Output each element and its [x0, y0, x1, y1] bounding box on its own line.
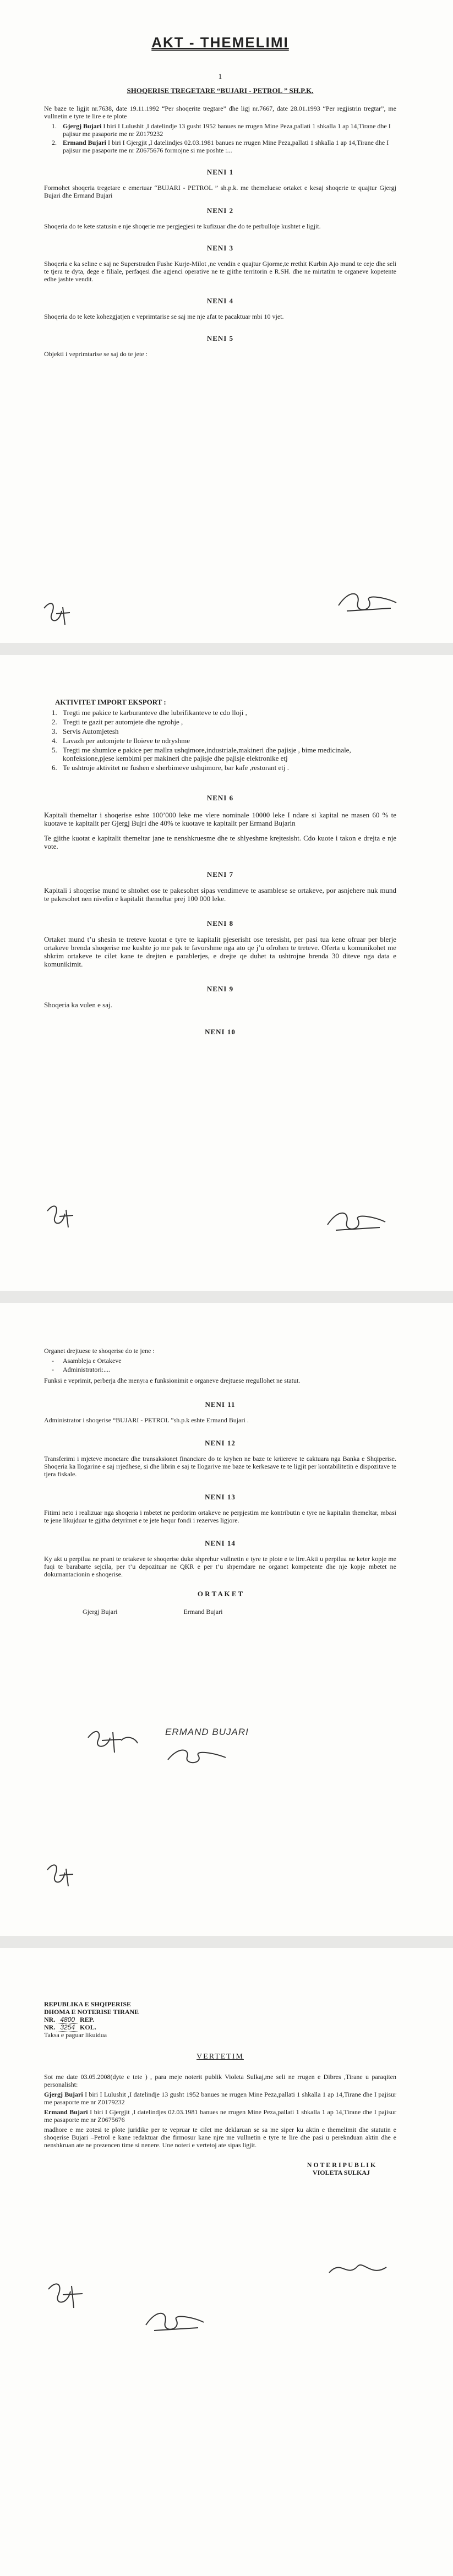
handwritten-ermand-name: ERMAND BUJARI — [165, 1727, 249, 1737]
notary-block — [286, 2161, 396, 2176]
partners-title: O R T A K E T — [197, 1590, 243, 1598]
reg-kol: NR. 3254 KOL. — [44, 2023, 96, 2031]
article-14-text: Ky akt u perpilua ne prani te ortakeve te shoqerise duke shprehur vullnetin e tyre te plote e te lire.Akti u perpilua ne keter kopje me fuqi te barabarte sejcila, per t’u depozituar ne QKR e per t’u shperndare ne organet kompetente dhe nje kopje mbetet ne dokumantacionin e shoqerise. — [44, 1555, 396, 1578]
article-5-heading: NENI 5 — [206, 334, 234, 342]
reg-rep: NR. 4800 REP. — [44, 2016, 94, 2023]
page-4 — [0, 1948, 453, 2576]
founder-1-text: I biri I Lulushit ,I datelindje 13 gusht 1952 banues ne rrugen Mine Peza,pallati 1 shkalla 1 ap 14,Tirane dhe I pajisur me pasaporte me nr Z0179232 — [63, 122, 391, 138]
founder-1-number: 1. — [52, 122, 57, 130]
activity-item: 5. Tregti me shumice e pakice per mallra ushqimore,industriale,makineri dhe pajisje , bime medicinale, konfeksione,pjese kembimi per makineri dhe pajisje dhe pajisje elektronike etj — [52, 746, 351, 762]
organ-item: - Asambleja e Ortakeve — [52, 1357, 122, 1365]
page-gap — [0, 1291, 453, 1303]
article-12-heading: NENI 12 — [205, 1439, 236, 1447]
fee-paid: Taksa e paguar likuidua — [44, 2031, 107, 2039]
article-6-text-2: Te gjithe kuotat e kapitalit themeltar jane te nenshkruesme dhe te shlyeshme krejtesisht. Cdo kuote i takon e drejta e nje vote. — [44, 834, 396, 850]
article-4-text: Shoqeria do te kete kohezgjatjen e veprimtarise se saj me nje afat te pacaktuar mbi 10 vjet. — [44, 313, 284, 320]
page-2 — [0, 655, 453, 1291]
activity-item: 2. Tregti te gazit per automjete dhe ngrohje , — [52, 718, 183, 726]
page-number: 1 — [218, 72, 222, 80]
article-2-heading: NENI 2 — [206, 206, 234, 215]
organs-after: Funksi e veprimit, perberja dhe menyra e funksionimit e organeve drejtuese rregullohet ne statut. — [44, 1377, 301, 1384]
article-5-text: Objekti i veprimtarise se saj do te jete : — [44, 350, 148, 358]
article-3-heading: NENI 3 — [206, 244, 234, 252]
company-heading: SHOQERISE TREGETARE “BUJARI - PETROL ” SH.P.K. — [127, 86, 314, 95]
article-11-heading: NENI 11 — [205, 1400, 236, 1409]
article-7-heading: NENI 7 — [206, 870, 234, 878]
vertetim-title: VERTETIM — [197, 2053, 244, 2061]
founder-2-number: 2. — [52, 139, 57, 146]
notary-name: VIOLETA SULKAJ — [312, 2169, 370, 2176]
page-3 — [0, 1303, 453, 1936]
signature-gjergj-partners — [83, 1724, 143, 1757]
article-6-text: Kapitali themeltar i shoqerise eshte 100’000 leke me vlere nominale 10000 leke I ndare si kapital ne masen 60 % te kuotave te kapitalit per Gjergj Bujri dhe 40% te kuotave te kapitalit per Ermand Bujarin — [44, 811, 396, 827]
article-13-text: Fitimi neto i realizuar nga shoqeria i mbetet ne perdorim ortakeve ne perpjestim me kontributin e tyre ne kapitalin themeltar, mbasi te jene likujduar te gjitha detyrimet e te jete hequr fondi i rezerves ligjore. — [44, 1509, 396, 1524]
article-7-text: Kapitali i shoqerise mund te shtohet ose te pakesohet sipas vendimeve te asamblese se ortakeve, por asnjehere nuk mund te pakesohet nen nivelin e kapitalit themeltar prej 100 000 leke. — [44, 886, 396, 903]
republic-heading: REPUBLIKA E SHQIPERISE — [44, 2000, 132, 2008]
article-10-heading: NENI 10 — [205, 1028, 236, 1036]
activity-item: 1. Tregti me pakice te karburanteve dhe lubrifikanteve te cdo lloji , — [52, 708, 247, 717]
founder-1 — [52, 122, 396, 138]
article-9-text: Shoqeria ka vulen e saj. — [44, 1001, 112, 1009]
certification-body-2: madhore e me zotesi te plote juridike per te vepruar te cilet me deklaruan se sa me siper ku aktin e themelimit dhe statutin e shoqerise Bujari –Petrol e kane redaktuar dhe firmosur kane njre me vullnetin e tyre te lire dhe pasi u pereknduan aktin dhe e nenshkruan ate ne prezencen time si nenere. Une noteri e vertetoj ate sipas ligjit. — [44, 2126, 396, 2149]
activity-item: 4. Lavazh per automjete te lloieve te ndryshme — [52, 736, 190, 745]
signature-gjergj-page4 — [44, 2278, 94, 2311]
certification-person-2: Ermand Bujari I biri I Gjergjit ,I datelindjes 02.03.1981 banues ne rrugen Mine Peza,pallati 1 shkalla 1 ap 14,Tirane dhe I pajisur me pasaporte me nr Z0675676 — [44, 2108, 396, 2124]
signature-ermand-page4 — [143, 2306, 209, 2339]
article-4-heading: NENI 4 — [206, 297, 234, 305]
partner-name: Gjergj Bujari — [83, 1608, 118, 1616]
founder-2-text: I biri I Gjergjit ,I datelindjes 02.03.1981 banues ne rrugen Mine Peza,pallati 1 shkalla 1 ap 14,Tirane dhe I pajisur me pasaporte me nr Z0675676 formojne si me poshte :... — [63, 139, 389, 154]
signature-ermand-partners — [165, 1743, 231, 1771]
article-8-heading: NENI 8 — [206, 919, 234, 927]
certification-person-1: Gjergj Bujari I biri I Lulushit ,I datelindje 13 gusht 1952 banues ne rrugen Mine Peza,pallati 1 shkalla 1 ap 14,Tirane dhe I pajisur me pasaporte me nr Z0179232 — [44, 2091, 396, 2106]
signature-gjergj-page2 — [43, 1200, 81, 1233]
founder-2 — [52, 139, 396, 154]
page-gap — [0, 643, 453, 655]
signature-ermand-page2 — [325, 1205, 391, 1238]
article-9-heading: NENI 9 — [206, 985, 234, 993]
notary-office: DHOMA E NOTERISE TIRANE — [44, 2008, 139, 2016]
signature-ermand-page1 — [336, 586, 402, 619]
article-1-heading: NENI 1 — [206, 168, 234, 176]
activity-item: 6. Te ushtroje aktivitet ne fushen e sherbimeve ushqimore, bar kafe ,restorant etj . — [52, 763, 289, 772]
article-1-text: Formohet shoqeria tregetare e emertuar “BUJARI - PETROL ” sh.p.k. me themeluese ortaket e kesaj shoqerie te quajtur Gjergj Bujari dhe Ermand Bujari — [44, 184, 396, 199]
article-6-heading: NENI 6 — [206, 794, 234, 802]
partner-name: Ermand Bujari — [183, 1608, 223, 1616]
signature-gjergj-page1 — [40, 597, 78, 630]
certification-body-1: Sot me date 03.05.2008(dyte e tete ) , para meje noterit publik Violeta Sulkaj,me seli ne rrugen e Dibres ,Tirane u paraqiten personalisht: — [44, 2073, 396, 2088]
article-11-text: Administrator i shoqerise “BUJARI - PETROL ”sh.p.k eshte Ermand Bujari . — [44, 1416, 249, 1424]
activities-title: AKTIVITET IMPORT EKSPORT : — [55, 698, 166, 706]
page-gap — [0, 1936, 453, 1948]
article-13-heading: NENI 13 — [205, 1493, 236, 1501]
organ-item: - Administratori:.... — [52, 1366, 110, 1373]
founder-2-name: Ermand Bujari — [63, 139, 107, 146]
intro-paragraph: Ne baze te ligjit nr.7638, date 19.11.1992 “Per shoqerite tregtare” dhe ligj nr.7667, date 28.01.1993 “Per regjistrin tregtar”, me vullnetin e tyre te lire e te plote — [44, 105, 396, 120]
article-14-heading: NENI 14 — [205, 1539, 236, 1547]
founder-1-name: Gjergj Bujari — [63, 122, 102, 130]
article-8-text: Ortaket mund t’u shesin te treteve kuotat e tyre te kapitalit pjeserisht ose teresisht, per pasi tua kene ofruar per blerje ortakeve brenda shoqerise me kushte jo me pak te favorshme nga ato qe j’u ofrohen te treteve. Oferta u komunikohet me shkrim ortakeve te cilet kane te drejten e parablerjes, e drejte qe duhet ta ushtrojne brenda 30 diteve nga data e komunikimit. — [44, 935, 396, 968]
notary-title: N O T E R I P U B L I K — [307, 2161, 376, 2169]
signature-gjergj-page3 — [43, 1859, 81, 1892]
article-2-text: Shoqeria do te kete statusin e nje shoqerie me pergjegjesi te kufizuar dhe do te perbulloje kushtet e ligjit. — [44, 222, 321, 230]
activities-list — [44, 708, 396, 772]
article-3-text: Shoqeria e ka seline e saj ne Superstraden Fushe Kurje-Milot ,ne vendin e quajtur Gjorme,te rrethit Kurbin Ajo mund te ceje dhe seli te tjera te dyta, dege e filiale, perfaqesi dhe agjenci operative ne te gjithe territorin e R.SH. dhe ne mirtatim te organeve kopetente edhe jashte vendit. — [44, 260, 396, 283]
notary-signature — [325, 2256, 391, 2284]
activity-item: 3. Servis Automjetesh — [52, 727, 119, 735]
organs-intro: Organet drejtuese te shoqerise do te jene : — [44, 1347, 155, 1355]
partners-row — [44, 1608, 396, 1616]
article-12-text: Transferimi i mjeteve monetare dhe transaksionet financiare do te kryhen ne baze te kriiereve te caktuara nga Banka e Shqiperise. Shoqeria ka llogarine e saj rrjedhese, si dhe librin e saj te llogarive me baze te kerkesave te te ligjit per kontabilitetin e dispozitave te tjera fiskale. — [44, 1455, 396, 1478]
document-title: AKT - THEMELIMI — [151, 34, 289, 51]
page-1 — [0, 0, 453, 643]
